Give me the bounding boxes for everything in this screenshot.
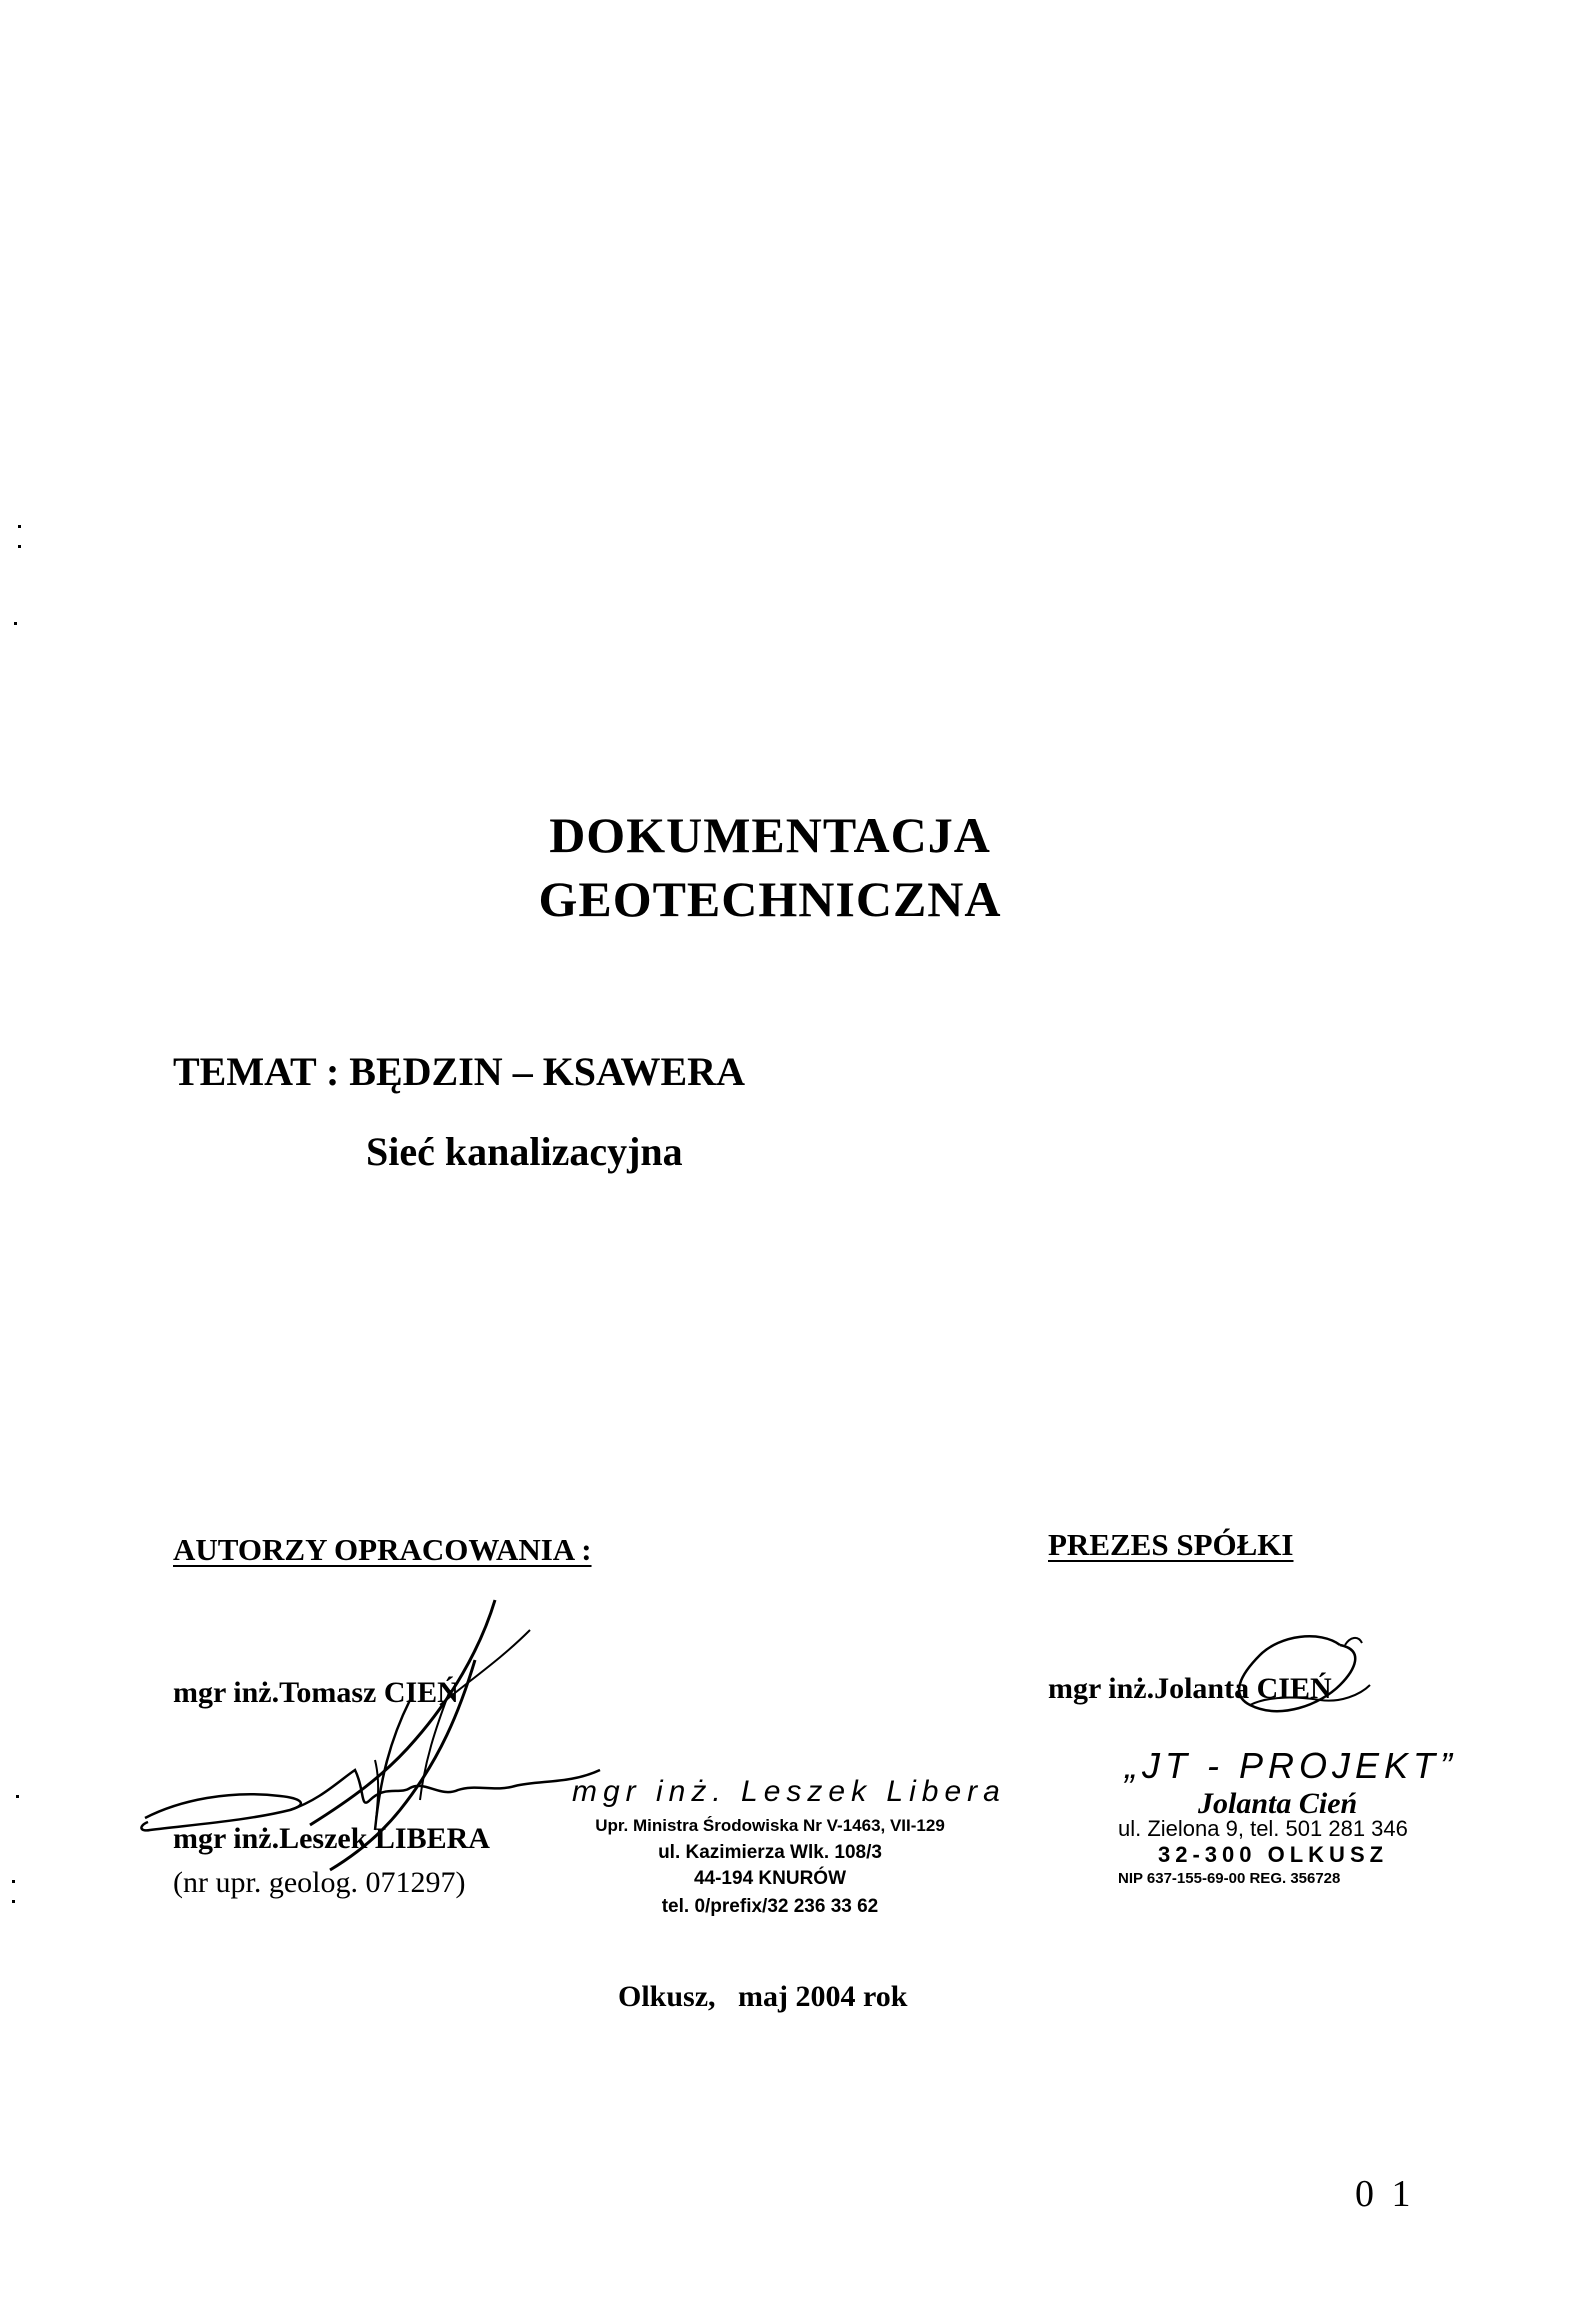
- stamp-libera-line2: Upr. Ministra Środowiska Nr V-1463, VII-129: [595, 1816, 945, 1835]
- document-subtitle: Sieć kanalizacyjna: [366, 1129, 683, 1174]
- stamp-company-line3: ul. Zielona 9, tel. 501 281 346: [1118, 1816, 1408, 1841]
- scan-speck: [16, 1795, 19, 1798]
- authors-heading: AUTORZY OPRACOWANIA :: [173, 1532, 592, 1567]
- document-title-line2: GEOTECHNICZNA: [538, 871, 1002, 927]
- author1-name: mgr inż.Tomasz CIEŃ: [173, 1676, 459, 1709]
- scan-speck: [18, 545, 21, 548]
- stamp-libera-line4: 44-194 KNURÓW: [693, 1868, 847, 1889]
- scan-speck: [12, 1880, 15, 1883]
- stamp-libera-line5: tel. 0/prefix/32 236 33 62: [661, 1896, 879, 1917]
- stamp-company-line2: Jolanta Cień: [1198, 1787, 1358, 1820]
- stamp-company-line4: 32-300 OLKUSZ: [1158, 1842, 1389, 1867]
- scan-speck: [12, 1900, 15, 1903]
- author2-name: mgr inż.Leszek LIBERA: [173, 1822, 490, 1855]
- signature-jolanta-cien: [1190, 1625, 1390, 1735]
- president-name: mgr inż.Jolanta CIEŃ: [1048, 1672, 1332, 1705]
- document-title-line1: DOKUMENTACJA: [549, 807, 991, 863]
- stamp-libera-line3: ul. Kazimierza Wlk. 108/3: [658, 1842, 882, 1863]
- scan-speck: [18, 525, 21, 528]
- stamp-company-line1: „JT - PROJEKT”: [1125, 1745, 1457, 1786]
- stamp-company-line5: NIP 637-155-69-00 REG. 356728: [1118, 1870, 1341, 1887]
- page-number: 0 1: [1355, 2173, 1415, 2215]
- president-heading: PREZES SPÓŁKI: [1048, 1527, 1294, 1562]
- place-date: Olkusz, maj 2004 rok: [618, 1980, 908, 2013]
- scan-speck: [14, 622, 17, 625]
- stamp-libera-line1: mgr inż. Leszek Libera: [572, 1775, 1006, 1808]
- document-subject: TEMAT : BĘDZIN – KSAWERA: [173, 1049, 745, 1094]
- author2-license: (nr upr. geolog. 071297): [173, 1866, 466, 1899]
